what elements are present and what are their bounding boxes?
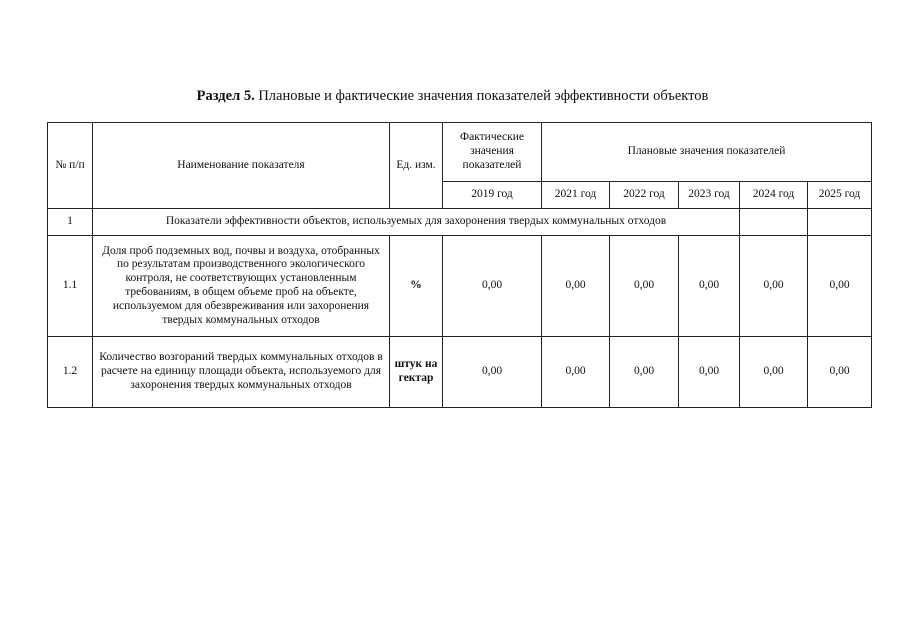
indicators-table — [47, 122, 872, 408]
table-row — [48, 337, 872, 408]
section-title — [0, 88, 905, 105]
row-num: 1.2 — [48, 337, 93, 408]
row-value-2023: 0,00 — [679, 236, 740, 337]
row-value-2025: 0,00 — [808, 337, 872, 408]
table-row — [48, 236, 872, 337]
row-name: Показатели эффективности объектов, используемых для захоронения твердых коммунальных отходов — [93, 209, 740, 236]
header-year-2023: 2023 год — [679, 182, 740, 209]
header-name: Наименование показателя — [93, 123, 390, 209]
header-planned: Плановые значения показателей — [542, 123, 872, 182]
row-value-2023: 0,00 — [679, 337, 740, 408]
row-value-2019: 0,00 — [443, 236, 542, 337]
row-empty-cell — [808, 209, 872, 236]
header-year-2025: 2025 год — [808, 182, 872, 209]
header-year-2022: 2022 год — [610, 182, 679, 209]
header-row-1 — [48, 123, 872, 182]
header-unit: Ед. изм. — [390, 123, 443, 209]
header-num: № п/п — [48, 123, 93, 209]
row-value-2025: 0,00 — [808, 236, 872, 337]
header-year-2021: 2021 год — [542, 182, 610, 209]
row-unit: штук на гектар — [390, 337, 443, 408]
row-name: Доля проб подземных вод, почвы и воздуха, отобранных по результатам производственного экологического контроля, не соответствующих установленным требованиям, в общем объеме проб на объекте, используемом для обезвреживания или захоронения твердых коммунальных отходов — [93, 236, 390, 337]
row-value-2024: 0,00 — [740, 337, 808, 408]
row-value-2024: 0,00 — [740, 236, 808, 337]
row-name: Количество возгораний твердых коммунальных отходов в расчете на единицу площади объекта, используемого для захоронения твердых коммунальных отходов — [93, 337, 390, 408]
header-actual: Фактические значения показателей — [443, 123, 542, 182]
section-title-text: Плановые и фактические значения показателей эффективности объектов — [254, 88, 709, 104]
row-value-2022: 0,00 — [610, 236, 679, 337]
section-title-bold: Раздел 5. — [196, 88, 255, 104]
row-value-2022: 0,00 — [610, 337, 679, 408]
header-year-2024: 2024 год — [740, 182, 808, 209]
row-value-2021: 0,00 — [542, 236, 610, 337]
row-unit: % — [390, 236, 443, 337]
row-value-2021: 0,00 — [542, 337, 610, 408]
row-num: 1.1 — [48, 236, 93, 337]
table-row — [48, 209, 872, 236]
header-year-2019: 2019 год — [443, 182, 542, 209]
row-empty-cell — [740, 209, 808, 236]
row-num: 1 — [48, 209, 93, 236]
row-value-2019: 0,00 — [443, 337, 542, 408]
